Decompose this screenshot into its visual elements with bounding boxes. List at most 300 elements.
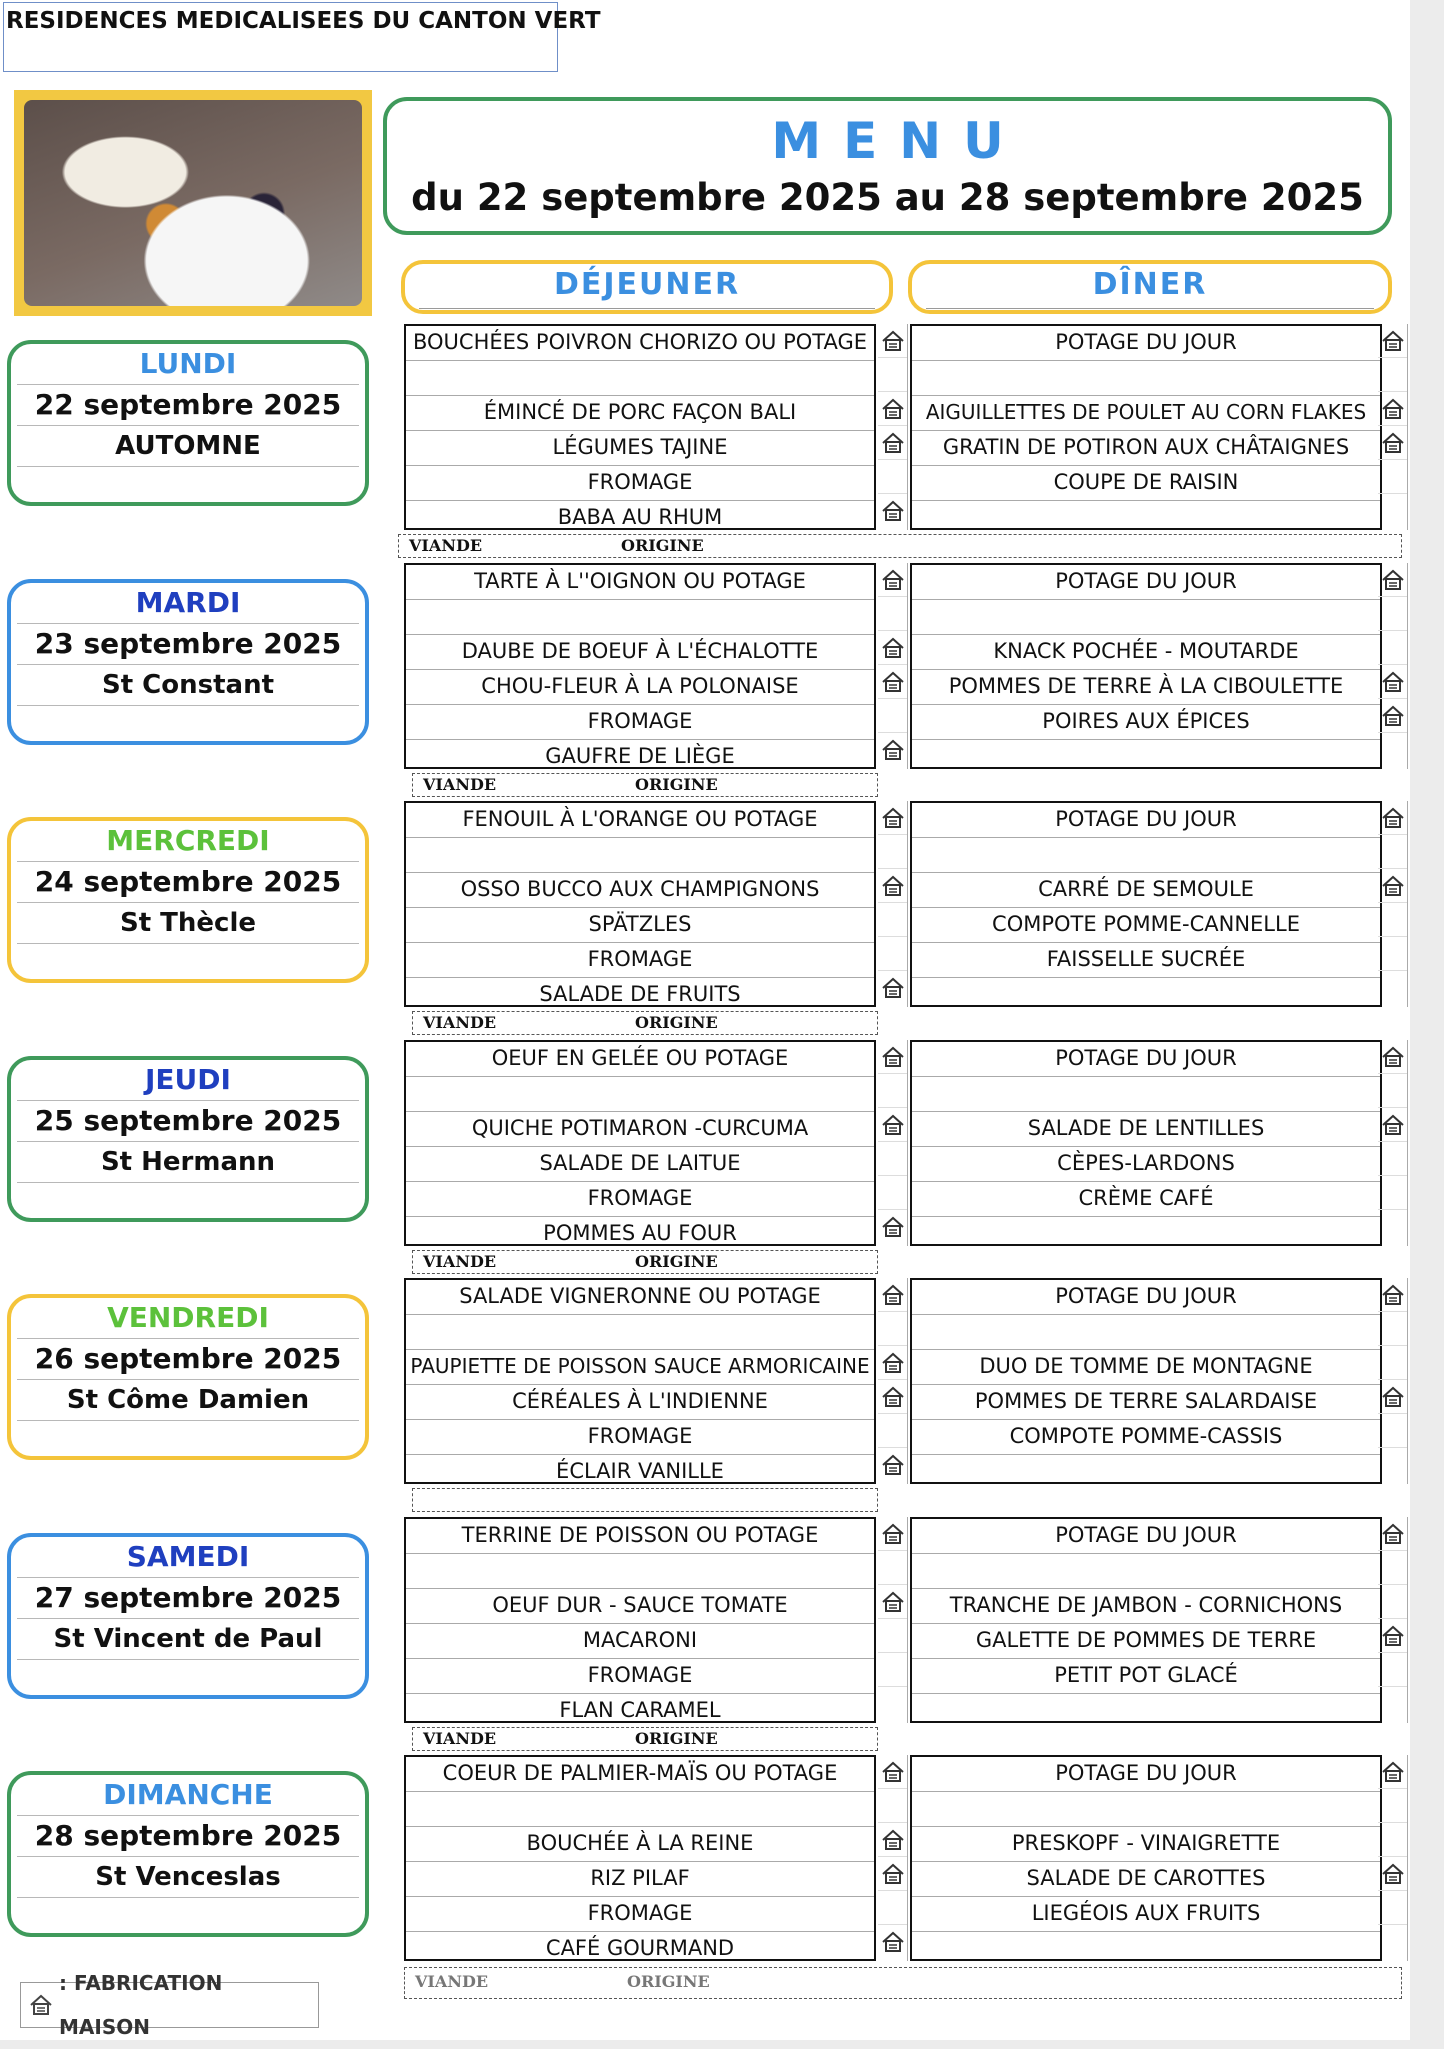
dinner-item — [912, 1077, 1380, 1112]
dinner-item — [912, 838, 1380, 873]
lunch-item — [406, 1792, 874, 1827]
lunch-table — [404, 1040, 876, 1246]
dinner-homemade-column — [1378, 1755, 1408, 1961]
house-icon — [881, 1352, 905, 1374]
meat-label: VIANDE — [423, 1013, 497, 1032]
homemade-cell — [1378, 1414, 1407, 1448]
dinner-item: POTAGE DU JOUR — [912, 565, 1380, 600]
day-card-dimanche — [7, 1771, 369, 1937]
dinner-item: LIEGÉOIS AUX FRUITS — [912, 1897, 1380, 1932]
lunch-item: ÉCLAIR VANILLE — [556, 1459, 724, 1483]
dinner-table — [910, 1755, 1382, 1961]
house-icon — [881, 1114, 905, 1136]
lunch-table — [404, 324, 876, 530]
meat-origin-strip — [412, 1727, 878, 1751]
lunch-item: POMMES AU FOUR — [543, 1221, 737, 1245]
homemade-cell — [1378, 1380, 1407, 1414]
homemade-cell — [1378, 563, 1407, 597]
lunch-item: FENOUIL À L'ORANGE OU POTAGE — [406, 803, 874, 838]
homemade-cell — [878, 426, 907, 460]
homemade-cell — [878, 563, 907, 597]
lunch-item — [406, 600, 874, 635]
day-empty-row — [17, 943, 359, 974]
lunch-header — [401, 260, 893, 314]
dinner-table — [910, 324, 1382, 530]
origin-label: ORIGINE — [635, 1013, 718, 1032]
dinner-item: PRESKOPF - VINAIGRETTE — [912, 1827, 1380, 1862]
dinner-item — [912, 978, 1380, 1012]
homemade-cell — [1378, 1789, 1407, 1823]
lunch-item: ÉMINCÉ DE PORC FAÇON BALI — [406, 396, 874, 431]
lunch-item: OEUF EN GELÉE OU POTAGE — [406, 1042, 874, 1077]
origin-label: ORIGINE — [635, 1252, 718, 1271]
homemade-cell — [878, 1585, 907, 1619]
homemade-cell — [1378, 426, 1407, 460]
dinner-item: TRANCHE DE JAMBON - CORNICHONS — [912, 1589, 1380, 1624]
homemade-cell — [1378, 733, 1407, 767]
dinner-item — [912, 1455, 1380, 1489]
house-icon — [881, 398, 905, 420]
lunch-item: FROMAGE — [406, 943, 874, 978]
homemade-cell — [878, 597, 907, 631]
dinner-item — [912, 740, 1380, 774]
homemade-cell — [878, 1517, 907, 1551]
day-saint: St Venceslas — [17, 1856, 359, 1897]
dinner-item — [912, 1932, 1380, 1966]
homemade-cell — [878, 1176, 907, 1210]
day-name: SAMEDI — [126, 1540, 250, 1573]
lunch-item: LÉGUMES TAJINE — [406, 431, 874, 466]
day-empty-row — [17, 1182, 359, 1213]
house-icon — [1381, 1284, 1405, 1306]
dinner-homemade-column — [1378, 1517, 1408, 1723]
dinner-homemade-column — [1378, 1040, 1408, 1246]
house-icon — [1381, 1114, 1405, 1136]
homemade-cell — [1378, 1040, 1407, 1074]
homemade-cell — [1378, 1891, 1407, 1925]
dinner-item — [912, 1315, 1380, 1350]
homemade-cell — [1378, 631, 1407, 665]
homemade-cell — [878, 1551, 907, 1585]
homemade-cell — [1378, 1585, 1407, 1619]
menu-title: MENU — [771, 112, 1026, 170]
homemade-cell — [1378, 1755, 1407, 1789]
dinner-table — [910, 1517, 1382, 1723]
house-icon — [1381, 671, 1405, 693]
dinner-table — [910, 1040, 1382, 1246]
dinner-item: SALADE DE CAROTTES — [912, 1862, 1380, 1897]
house-icon — [1381, 330, 1405, 352]
homemade-cell — [878, 937, 907, 971]
lunch-item: SALADE VIGNERONNE OU POTAGE — [406, 1280, 874, 1315]
house-icon — [881, 671, 905, 693]
day-saint: St Hermann — [17, 1141, 359, 1182]
dinner-item: COMPOTE POMME-CASSIS — [912, 1420, 1380, 1455]
homemade-cell — [1378, 665, 1407, 699]
homemade-cell — [1378, 1142, 1407, 1176]
homemade-cell — [878, 1346, 907, 1380]
homemade-cell — [878, 1278, 907, 1312]
dinner-item: SALADE DE LENTILLES — [912, 1112, 1380, 1147]
lunch-homemade-column — [878, 1278, 908, 1484]
house-icon — [1381, 398, 1405, 420]
lunch-item — [406, 361, 874, 396]
day-empty-row — [17, 1420, 359, 1451]
lunch-item: BABA AU RHUM — [557, 505, 723, 529]
homemade-cell — [1378, 1278, 1407, 1312]
lunch-item: DAUBE DE BOEUF À L'ÉCHALOTTE — [406, 635, 874, 670]
house-icon — [881, 1046, 905, 1068]
lunch-item — [406, 1077, 874, 1112]
dinner-item — [912, 1217, 1380, 1251]
day-card-mercredi — [7, 817, 369, 983]
day-name: VENDREDI — [107, 1301, 269, 1334]
day-date: 23 septembre 2025 — [17, 623, 359, 664]
dinner-item: CÈPES-LARDONS — [912, 1147, 1380, 1182]
house-icon — [881, 1523, 905, 1545]
meat-label: VIANDE — [409, 536, 483, 555]
lunch-homemade-column — [878, 1755, 908, 1961]
dinner-item: COMPOTE POMME-CANNELLE — [912, 908, 1380, 943]
house-icon — [1381, 1046, 1405, 1068]
lunch-item: FROMAGE — [406, 1897, 874, 1932]
homemade-cell — [1378, 1823, 1407, 1857]
house-icon — [881, 569, 905, 591]
house-icon — [1381, 1761, 1405, 1783]
lunch-item: FLAN CARAMEL — [559, 1698, 721, 1722]
lunch-table — [404, 1755, 876, 1961]
homemade-cell — [878, 1857, 907, 1891]
house-icon — [881, 1284, 905, 1306]
meat-origin-strip — [412, 1250, 878, 1274]
dinner-item: CRÈME CAFÉ — [912, 1182, 1380, 1217]
house-icon — [881, 875, 905, 897]
house-icon — [881, 1386, 905, 1408]
day-name: MERCREDI — [106, 824, 270, 857]
house-icon — [881, 1829, 905, 1851]
day-date: 28 septembre 2025 — [17, 1815, 359, 1856]
homemade-cell — [1378, 392, 1407, 426]
homemade-cell — [878, 1414, 907, 1448]
lunch-item: FROMAGE — [406, 1420, 874, 1455]
lunch-item: BOUCHÉES POIVRON CHORIZO OU POTAGE — [406, 326, 874, 361]
homemade-cell — [878, 835, 907, 869]
homemade-cell — [878, 1312, 907, 1346]
homemade-cell — [878, 392, 907, 426]
lunch-header-label: DÉJEUNER — [553, 267, 741, 302]
homemade-cell — [1378, 1210, 1407, 1244]
house-icon — [881, 1591, 905, 1613]
origin-label: ORIGINE — [627, 1972, 710, 1991]
lunch-homemade-column — [878, 1517, 908, 1723]
homemade-cell — [878, 801, 907, 835]
homemade-cell — [1378, 1857, 1407, 1891]
homemade-cell — [1378, 358, 1407, 392]
dinner-table — [910, 1278, 1382, 1484]
meat-origin-strip — [398, 534, 1402, 558]
homemade-cell — [1378, 1925, 1407, 1959]
day-date: 22 septembre 2025 — [17, 384, 359, 425]
dinner-item: DUO DE TOMME DE MONTAGNE — [912, 1350, 1380, 1385]
house-icon — [881, 432, 905, 454]
homemade-cell — [878, 699, 907, 733]
lunch-item: SPÄTZLES — [406, 908, 874, 943]
day-saint: St Vincent de Paul — [17, 1618, 359, 1659]
lunch-item: GAUFRE DE LIÈGE — [545, 744, 735, 768]
house-icon — [1381, 875, 1405, 897]
lunch-item: RIZ PILAF — [406, 1862, 874, 1897]
house-icon — [881, 1216, 905, 1238]
lunch-homemade-column — [878, 801, 908, 1007]
homemade-cell — [1378, 971, 1407, 1005]
house-icon — [881, 977, 905, 999]
homemade-cell — [1378, 1653, 1407, 1687]
lunch-item: CAFÉ GOURMAND — [545, 1936, 735, 1960]
homemade-cell — [878, 494, 907, 528]
origin-label: ORIGINE — [635, 775, 718, 794]
day-name: MARDI — [135, 586, 241, 619]
homemade-cell — [1378, 1108, 1407, 1142]
homemade-cell — [878, 665, 907, 699]
lunch-item: TARTE À L''OIGNON OU POTAGE — [406, 565, 874, 600]
lunch-homemade-column — [878, 563, 908, 769]
lunch-item: COEUR DE PALMIER-MAÏS OU POTAGE — [406, 1757, 874, 1792]
homemade-cell — [878, 971, 907, 1005]
dinner-item: POIRES AUX ÉPICES — [912, 705, 1380, 740]
dinner-item: GALETTE DE POMMES DE TERRE — [912, 1624, 1380, 1659]
dinner-item — [912, 501, 1380, 535]
lunch-item: FROMAGE — [406, 705, 874, 740]
homemade-cell — [1378, 1687, 1407, 1721]
homemade-cell — [878, 903, 907, 937]
dinner-item: POTAGE DU JOUR — [912, 1519, 1380, 1554]
meat-label: VIANDE — [423, 775, 497, 794]
day-empty-row — [17, 1659, 359, 1690]
lunch-item: TERRINE DE POISSON OU POTAGE — [406, 1519, 874, 1554]
homemade-cell — [1378, 597, 1407, 631]
day-date: 27 septembre 2025 — [17, 1577, 359, 1618]
day-empty-row — [17, 466, 359, 497]
homemade-cell — [878, 631, 907, 665]
lunch-item: CÉRÉALES À L'INDIENNE — [406, 1385, 874, 1420]
day-saint: St Thècle — [17, 902, 359, 943]
dinner-item: POTAGE DU JOUR — [912, 1280, 1380, 1315]
homemade-cell — [1378, 1176, 1407, 1210]
origin-label: ORIGINE — [635, 1729, 718, 1748]
homemade-cell — [878, 358, 907, 392]
lunch-homemade-column — [878, 1040, 908, 1246]
dinner-table — [910, 801, 1382, 1007]
house-icon — [881, 1931, 905, 1953]
dinner-item — [912, 600, 1380, 635]
meat-label: VIANDE — [423, 1729, 497, 1748]
homemade-cell — [878, 1108, 907, 1142]
house-icon — [881, 739, 905, 761]
homemade-cell — [1378, 869, 1407, 903]
day-date: 24 septembre 2025 — [17, 861, 359, 902]
day-empty-row — [17, 1897, 359, 1928]
dinner-item: POTAGE DU JOUR — [912, 803, 1380, 838]
lunch-item: OSSO BUCCO AUX CHAMPIGNONS — [406, 873, 874, 908]
lunch-item — [406, 1315, 874, 1350]
house-icon — [1381, 569, 1405, 591]
meat-label: VIANDE — [423, 1252, 497, 1271]
homemade-cell — [878, 460, 907, 494]
dinner-item: GRATIN DE POTIRON AUX CHÂTAIGNES — [912, 431, 1380, 466]
dinner-item: CARRÉ DE SEMOULE — [912, 873, 1380, 908]
dinner-homemade-column — [1378, 563, 1408, 769]
dinner-homemade-column — [1378, 801, 1408, 1007]
homemade-cell — [1378, 1074, 1407, 1108]
dinner-homemade-column — [1378, 324, 1408, 530]
homemade-cell — [878, 1823, 907, 1857]
dinner-item: KNACK POCHÉE - MOUTARDE — [912, 635, 1380, 670]
homemade-cell — [1378, 1448, 1407, 1482]
day-card-mardi — [7, 579, 369, 745]
lunch-item: BOUCHÉE À LA REINE — [406, 1827, 874, 1862]
day-saint: St Côme Damien — [17, 1379, 359, 1420]
meat-origin-strip — [412, 773, 878, 797]
homemade-cell — [878, 1142, 907, 1176]
lunch-item: MACARONI — [406, 1624, 874, 1659]
dinner-header — [908, 260, 1392, 314]
lunch-table — [404, 1278, 876, 1484]
homemade-cell — [878, 1789, 907, 1823]
day-card-lundi — [7, 340, 369, 506]
lunch-item: FROMAGE — [406, 1182, 874, 1217]
homemade-cell — [1378, 324, 1407, 358]
dinner-item: POTAGE DU JOUR — [912, 1042, 1380, 1077]
homemade-cell — [878, 324, 907, 358]
homemade-cell — [1378, 801, 1407, 835]
house-icon — [881, 500, 905, 522]
day-name: DIMANCHE — [103, 1778, 273, 1811]
homemade-cell — [878, 1040, 907, 1074]
homemade-cell — [1378, 1517, 1407, 1551]
house-icon — [881, 1761, 905, 1783]
homemade-cell — [1378, 937, 1407, 971]
homemade-cell — [1378, 460, 1407, 494]
dinner-table — [910, 563, 1382, 769]
day-card-jeudi — [7, 1056, 369, 1222]
day-card-vendredi — [7, 1294, 369, 1460]
dinner-item: FAISSELLE SUCRÉE — [912, 943, 1380, 978]
house-icon — [881, 1863, 905, 1885]
homemade-cell — [878, 1891, 907, 1925]
meat-label: VIANDE — [415, 1972, 489, 1991]
dinner-item: POTAGE DU JOUR — [912, 326, 1380, 361]
lunch-table — [404, 563, 876, 769]
homemade-cell — [878, 1755, 907, 1789]
meat-origin-strip — [404, 1967, 1402, 1999]
homemade-cell — [878, 1210, 907, 1244]
dinner-item — [912, 1792, 1380, 1827]
lunch-item: SALADE DE FRUITS — [539, 982, 741, 1006]
homemade-cell — [1378, 1619, 1407, 1653]
lunch-item: SALADE DE LAITUE — [406, 1147, 874, 1182]
homemade-cell — [878, 733, 907, 767]
homemade-cell — [1378, 1312, 1407, 1346]
homemade-cell — [1378, 835, 1407, 869]
lunch-item: FROMAGE — [406, 466, 874, 501]
homemade-cell — [1378, 1346, 1407, 1380]
house-icon — [881, 807, 905, 829]
lunch-table — [404, 1517, 876, 1723]
dinner-item — [912, 361, 1380, 396]
dessert-photo — [14, 90, 372, 316]
dinner-item — [912, 1694, 1380, 1728]
house-icon — [1381, 432, 1405, 454]
organization-name: RESIDENCES MEDICALISEES DU CANTON VERT — [3, 2, 558, 72]
house-icon — [881, 1454, 905, 1476]
dinner-item: PETIT POT GLACÉ — [912, 1659, 1380, 1694]
day-saint: AUTOMNE — [17, 425, 359, 466]
house-icon — [1381, 1863, 1405, 1885]
meat-origin-strip — [412, 1011, 878, 1035]
house-icon — [881, 637, 905, 659]
day-saint: St Constant — [17, 664, 359, 705]
lunch-homemade-column — [878, 324, 908, 530]
day-date: 25 septembre 2025 — [17, 1100, 359, 1141]
homemade-cell — [878, 869, 907, 903]
house-icon — [29, 1994, 53, 2016]
lunch-table — [404, 801, 876, 1007]
lunch-item: OEUF DUR - SAUCE TOMATE — [406, 1589, 874, 1624]
day-name: LUNDI — [139, 347, 237, 380]
lunch-item: PAUPIETTE DE POISSON SAUCE ARMORICAINE — [406, 1350, 874, 1385]
homemade-cell — [878, 1380, 907, 1414]
homemade-cell — [878, 1448, 907, 1482]
dinner-item: AIGUILLETTES DE POULET AU CORN FLAKES — [912, 396, 1380, 431]
homemade-cell — [878, 1653, 907, 1687]
homemade-cell — [1378, 494, 1407, 528]
lunch-item — [406, 838, 874, 873]
homemade-cell — [878, 1925, 907, 1959]
day-empty-row — [17, 705, 359, 736]
homemade-cell — [878, 1687, 907, 1721]
homemade-cell — [1378, 903, 1407, 937]
house-icon — [1381, 1523, 1405, 1545]
menu-period: du 22 septembre 2025 au 28 septembre 2025 — [411, 176, 1364, 219]
homemade-cell — [1378, 699, 1407, 733]
meat-origin-strip — [412, 1488, 878, 1512]
day-date: 26 septembre 2025 — [17, 1338, 359, 1379]
dinner-item: COUPE DE RAISIN — [912, 466, 1380, 501]
dinner-item: POMMES DE TERRE À LA CIBOULETTE — [912, 670, 1380, 705]
lunch-item: FROMAGE — [406, 1659, 874, 1694]
house-icon — [1381, 807, 1405, 829]
dessert-photo-image — [24, 100, 362, 306]
dinner-header-label: DÎNER — [1092, 267, 1208, 302]
menu-title-box — [383, 97, 1392, 235]
dinner-item: POTAGE DU JOUR — [912, 1757, 1380, 1792]
house-icon — [1381, 1386, 1405, 1408]
origin-label: ORIGINE — [621, 536, 704, 555]
lunch-item: CHOU-FLEUR À LA POLONAISE — [406, 670, 874, 705]
legend — [20, 1971, 319, 2039]
lunch-item: QUICHE POTIMARON -CURCUMA — [406, 1112, 874, 1147]
house-icon — [1381, 1625, 1405, 1647]
house-icon — [881, 330, 905, 352]
lunch-item — [406, 1554, 874, 1589]
legend-label: : FABRICATION MAISON — [59, 1971, 223, 2039]
dinner-item — [912, 1554, 1380, 1589]
house-icon — [1381, 705, 1405, 727]
dinner-item: POMMES DE TERRE SALARDAISE — [912, 1385, 1380, 1420]
day-name: JEUDI — [145, 1063, 231, 1096]
day-card-samedi — [7, 1533, 369, 1699]
dinner-homemade-column — [1378, 1278, 1408, 1484]
